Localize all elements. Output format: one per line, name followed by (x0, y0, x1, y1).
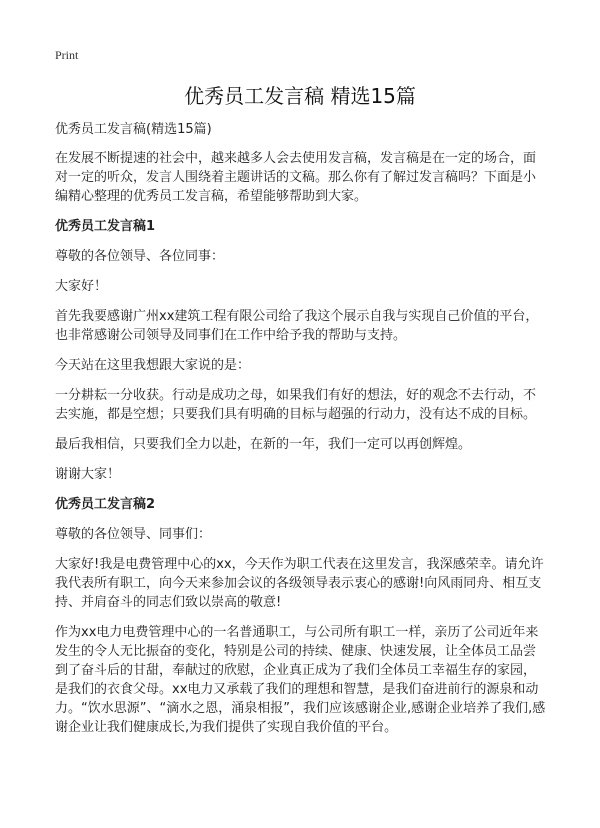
section-heading: 优秀员工发言稿2 (55, 497, 156, 512)
article-body (55, 121, 548, 748)
paragraph: 今天站在这里我想跟大家说的是： (55, 358, 251, 373)
paragraph: 尊敬的各位领导、同事们： (55, 527, 212, 542)
paragraph: 大家好!我是电费管理中心的xx，今天作为职工代表在这里发言，我深感荣幸。请允许我代表所有职工，向今天来参加会议的各级领导表示衷心的感谢!向风雨同舟、相互支持、并肩奋斗的同志们致以崇高的敬意! (55, 557, 544, 610)
paragraph: 首先我要感谢广州xx建筑工程有限公司给了我这个展示自我与实现自己价值的平台，也非常感谢公司领导及同事们在工作中给予我的帮助与支持。 (55, 309, 539, 343)
print-link[interactable]: Print (55, 48, 79, 62)
section-heading: 优秀员工发言稿1 (55, 219, 156, 234)
paragraph: 作为xx电力电费管理中心的一名普通职工，与公司所有职工一样，亲历了公司近年来发生的令人无比振奋的变化，特别是公司的持续、健康、快速发展，让全体员工品尝到了奋斗后的甘甜，奉献过的欣慰，企业真正成为了我们全体员工幸福生存的家园，是我们的衣食父母。xx电力又承载了我们的理想和智慧，是我们奋进前行的源泉和动力。“饮水思源”、“滴水之恩，涌泉相报”，我们应该感谢企业,感谢企业培养了我们,感谢企业让我们健康成长,为我们提供了实现自我价值的平台。 (55, 625, 546, 735)
paragraph: 大家好！ (55, 279, 108, 294)
paragraph: 尊敬的各位领导、各位同事： (55, 249, 225, 264)
paragraph: 一分耕耘一分收获。行动是成功之母，如果我们有好的想法，好的观念不去行动，不去实施，都是空想；只要我们具有明确的目标与超强的行动力，没有达不成的目标。 (55, 388, 537, 422)
page-title: 优秀员工发言稿 精选15篇 (184, 84, 416, 108)
paragraph: 最后我相信，只要我们全力以赴，在新的一年，我们一定可以再创辉煌。 (55, 437, 472, 452)
intro-paragraph: 在发展不断提速的社会中，越来越多人会去使用发言稿，发言稿是在一定的场合，面对一定的听众，发言人围绕着主题讲话的文稿。那么你有了解过发言稿吗？下面是小编精心整理的优秀员工发言稿，希望能够帮助到大家。 (55, 151, 537, 204)
article-subtitle: 优秀员工发言稿(精选15篇) (55, 122, 212, 137)
paragraph: 谢谢大家！ (55, 467, 121, 482)
